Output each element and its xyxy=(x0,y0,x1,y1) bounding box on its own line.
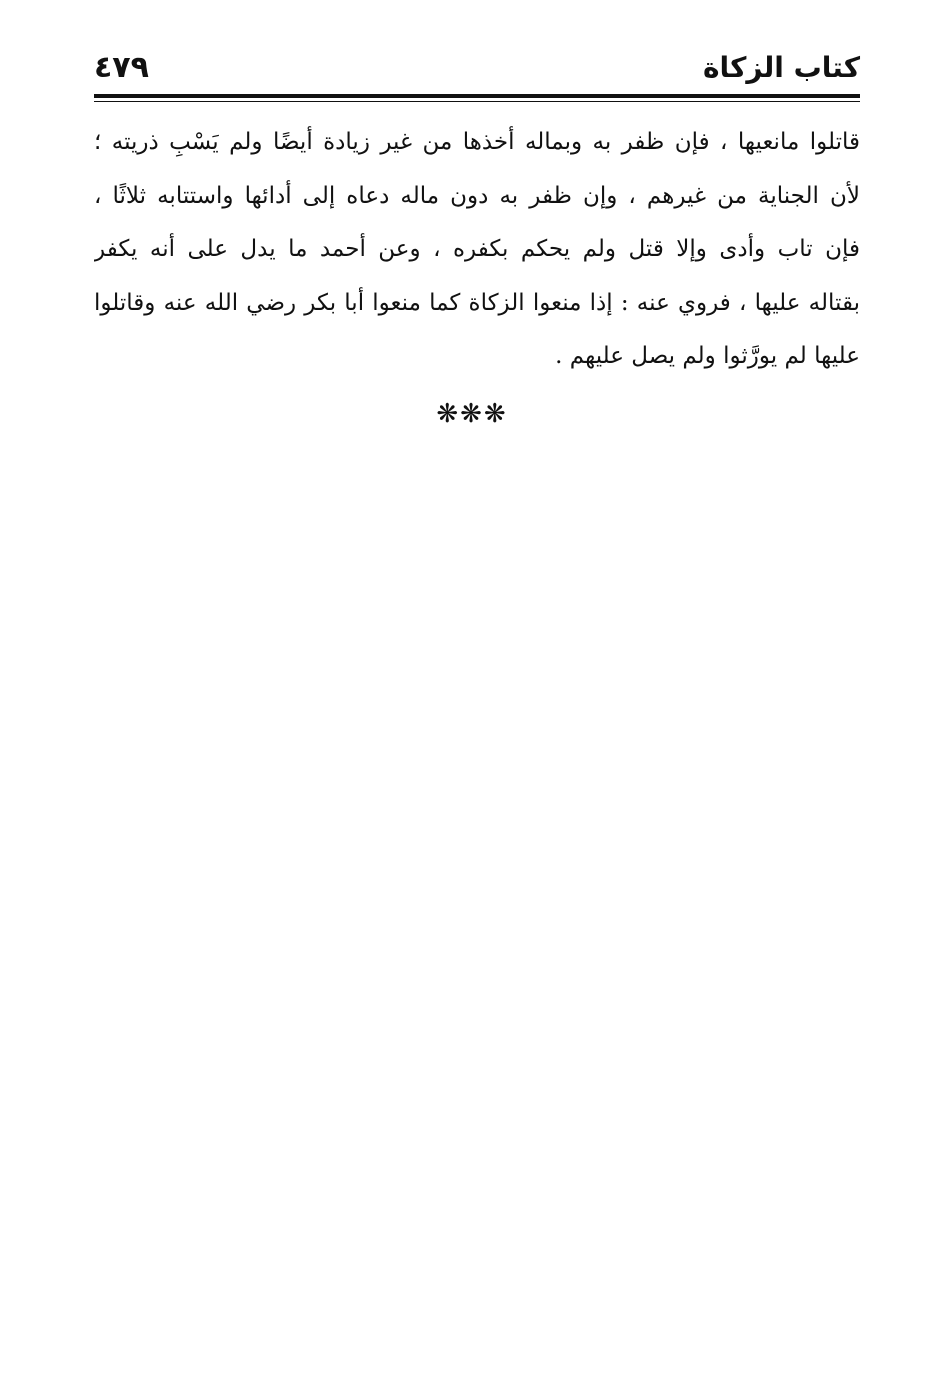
running-title: كتاب الزكاة xyxy=(703,51,860,84)
text-line: لأن الجناية من غيرهم ، وإن ظفر به دون ماله دعاه إلى أدائها واستتابه ثلاثًا ، xyxy=(94,182,860,209)
body-paragraph xyxy=(94,116,860,384)
page-number: ٤٧٩ xyxy=(94,50,149,85)
page-header xyxy=(94,40,860,90)
header-rule-thin xyxy=(94,101,860,102)
text-line: بقتاله عليها ، فروي عنه : إذا منعوا الزكاة كما منعوا أبا بكر رضي الله عنه وقاتلوا xyxy=(94,289,860,316)
text-line: عليها لم يورَّثوا ولم يصل عليهم . xyxy=(555,343,860,369)
section-end-ornament: ❋❋❋ xyxy=(436,399,508,429)
text-line: فإن تاب وأدى وإلا قتل ولم يحكم بكفره ، وعن أحمد ما يدل على أنه يكفر xyxy=(94,236,860,262)
header-rule-thick xyxy=(94,94,860,98)
text-line: قاتلوا مانعيها ، فإن ظفر به وبماله أخذها من غير زيادة أيضًا ولم يَسْبِ ذريته ؛ xyxy=(94,129,860,155)
